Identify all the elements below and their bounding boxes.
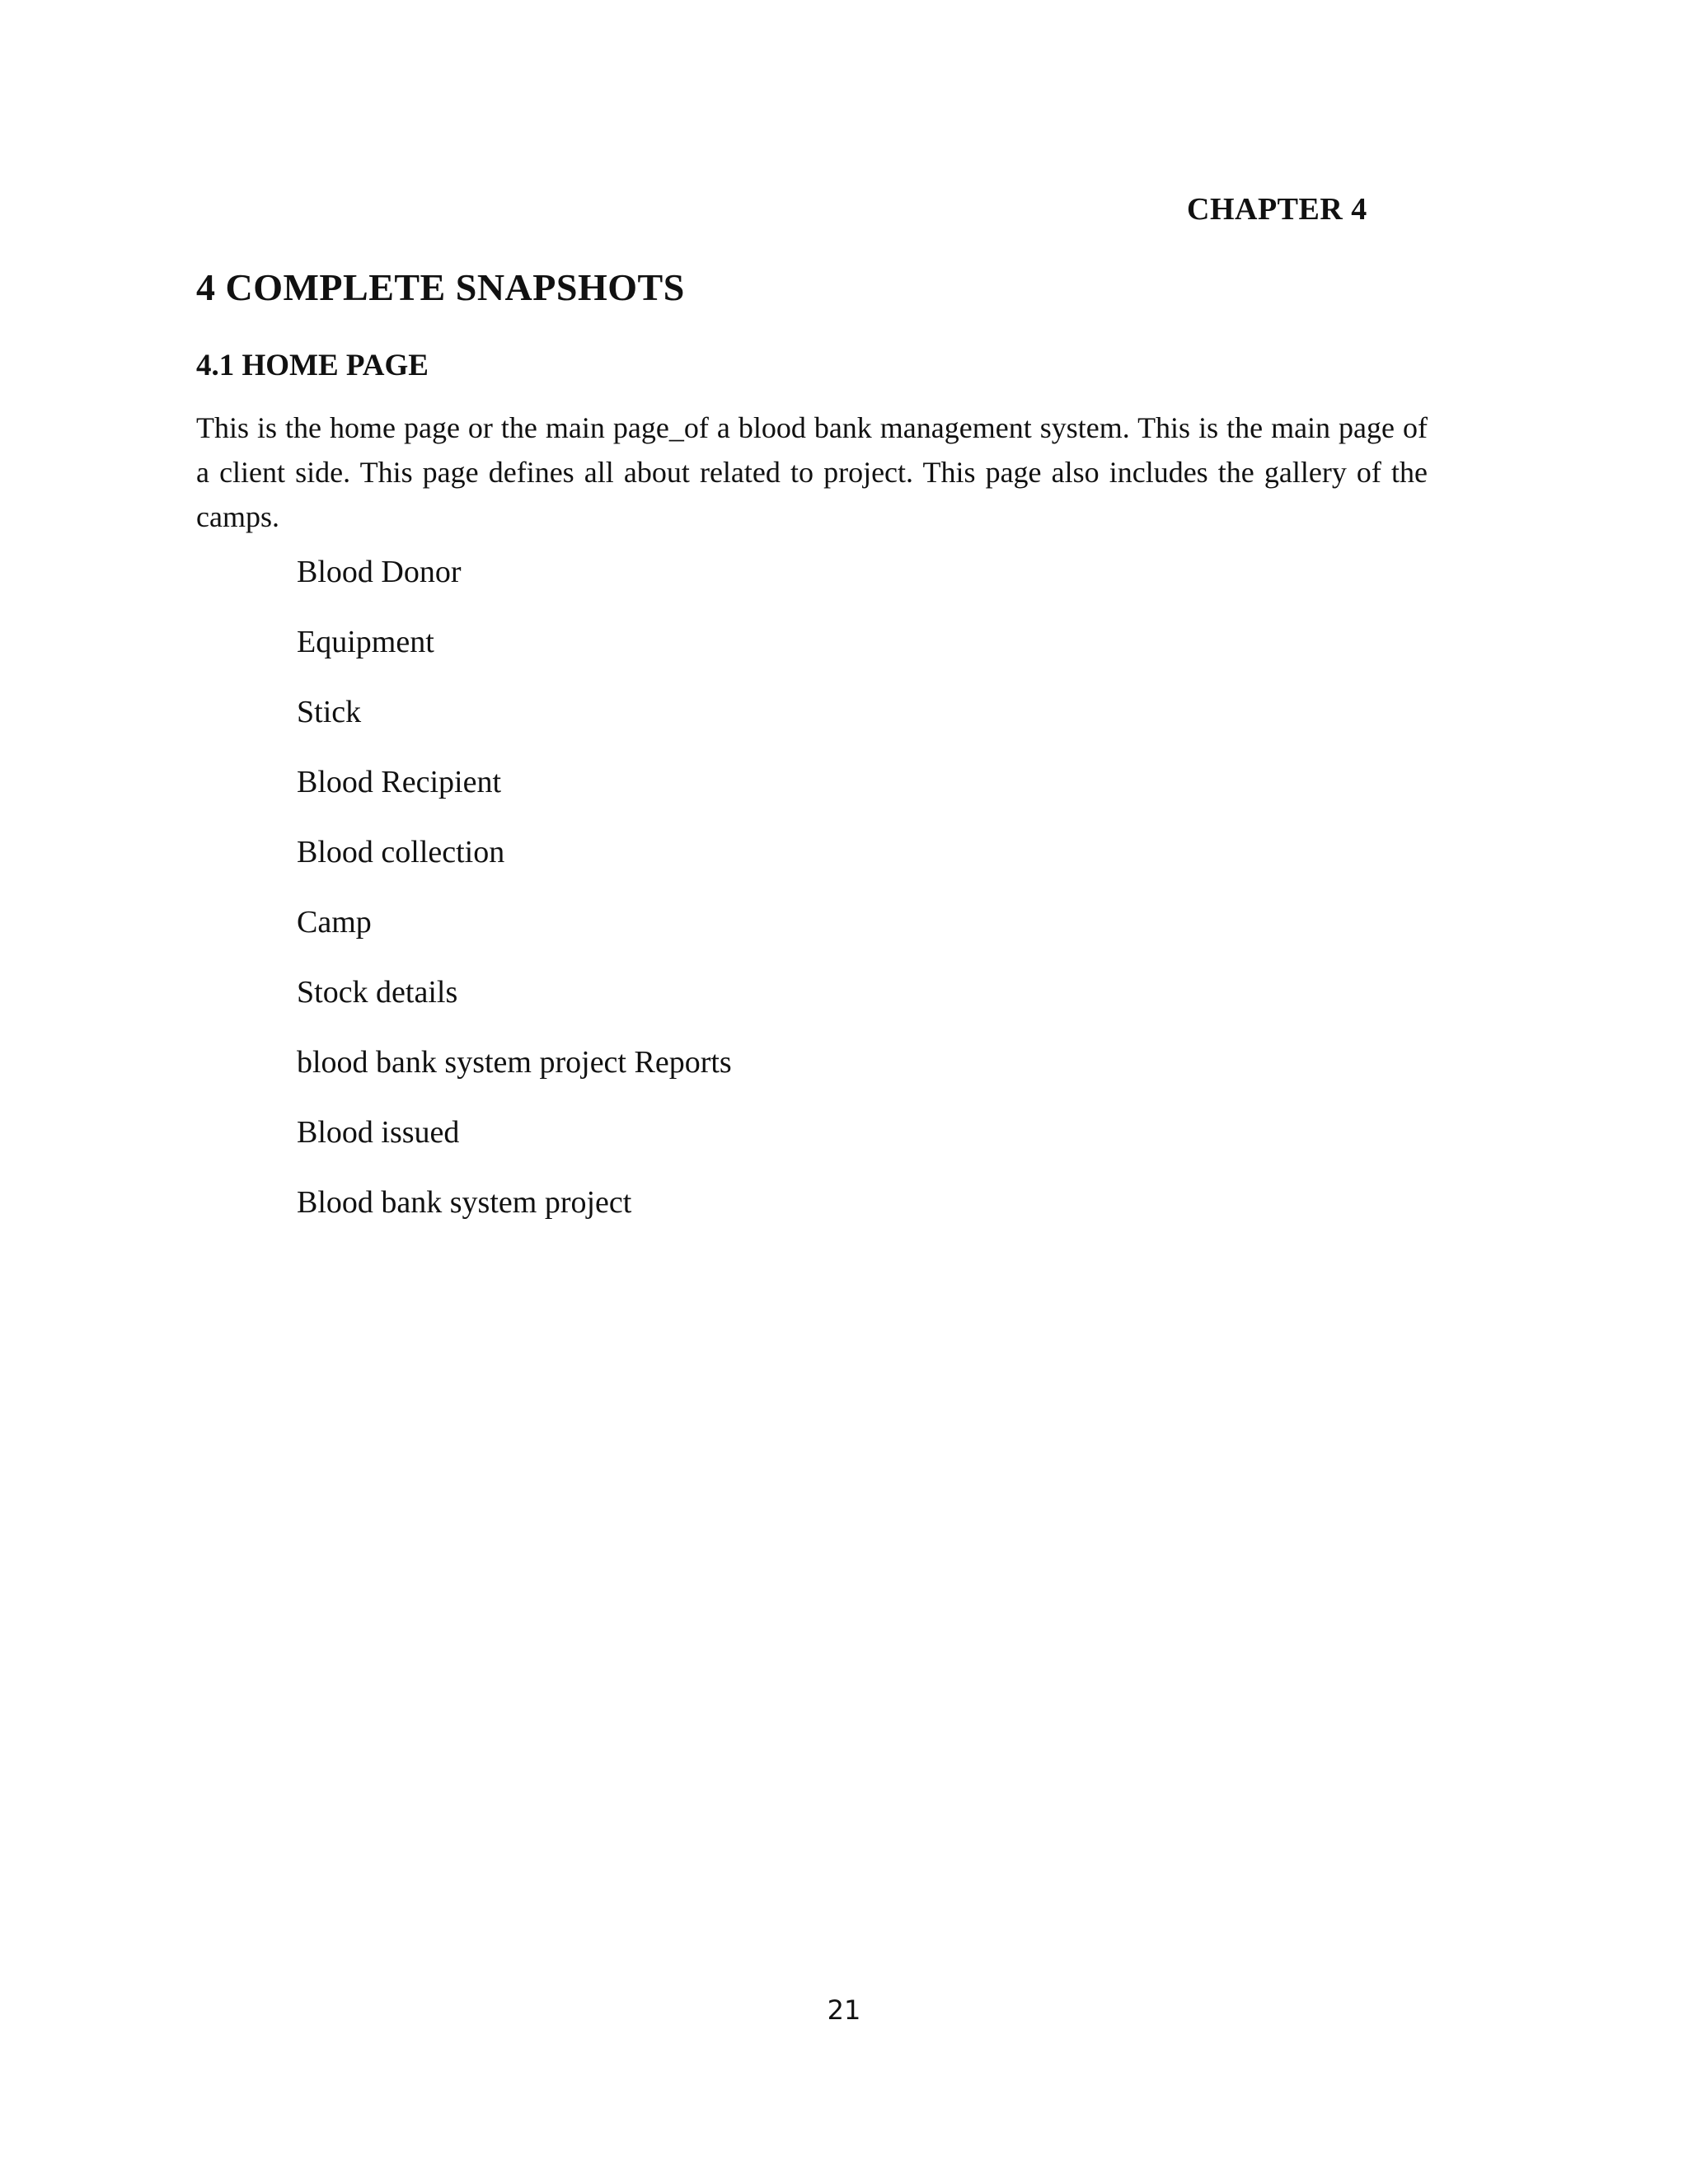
list-item: Blood issued — [297, 1115, 460, 1150]
list-item: Equipment — [297, 625, 434, 659]
page-number: 21 — [827, 1994, 861, 2026]
list-item: blood bank system project Reports — [297, 1045, 732, 1080]
list-item: Blood bank system project — [297, 1185, 632, 1220]
list-item: Blood Donor — [297, 555, 462, 589]
list-item: Stock details — [297, 975, 458, 1010]
section-title: 4.1 HOME PAGE — [196, 349, 429, 382]
list-item: Blood Recipient — [297, 765, 502, 799]
chapter-title: 4 COMPLETE SNAPSHOTS — [196, 266, 685, 308]
chapter-label: CHAPTER 4 — [1187, 192, 1367, 227]
feature-list — [297, 554, 732, 1254]
list-item: Camp — [297, 905, 372, 940]
list-item: Stick — [297, 695, 362, 729]
list-item: Blood collection — [297, 835, 505, 869]
intro-paragraph: This is the home page or the main page_of a blood bank management system. This is the main page of a client side. This page defines all about related to project. This page also includes the gallery of the camps. — [196, 411, 1428, 533]
